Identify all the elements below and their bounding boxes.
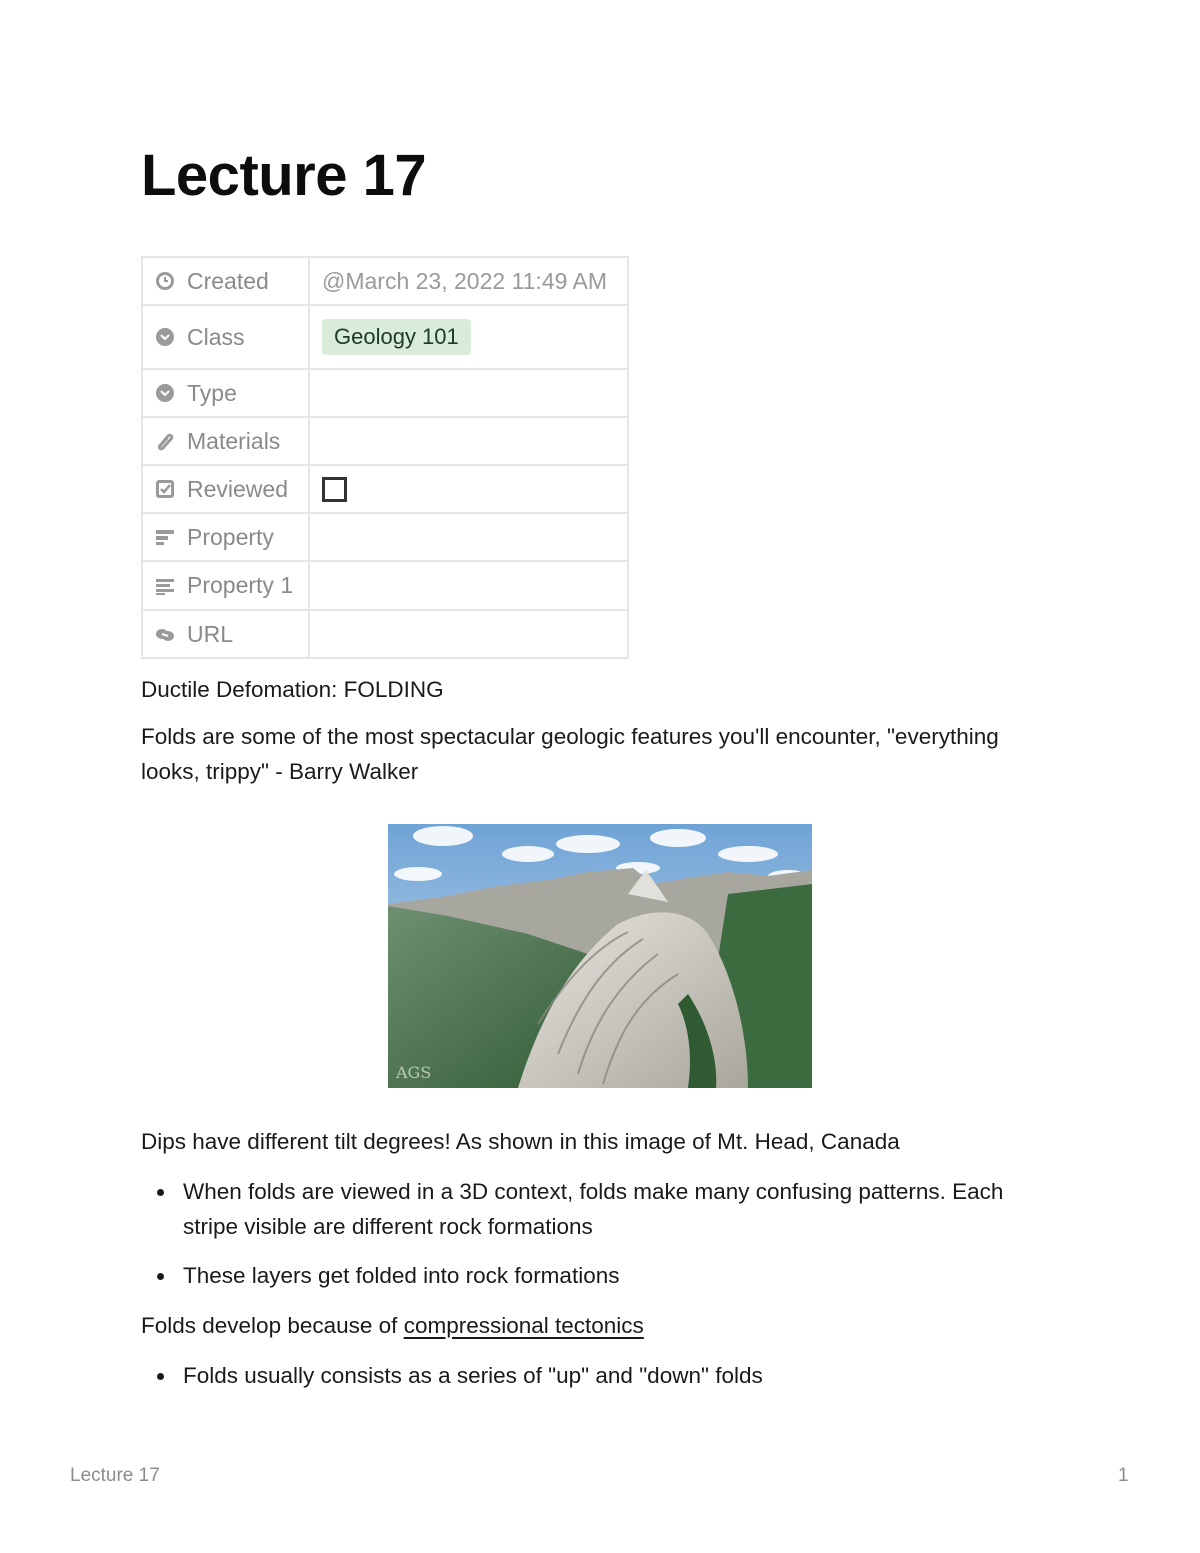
url-value[interactable] xyxy=(309,610,628,658)
dips-line: Dips have different tilt degrees! As shown in this image of Mt. Head, Canada xyxy=(141,1129,900,1154)
property-row-class xyxy=(142,305,628,369)
watermark: AGS xyxy=(396,1063,432,1082)
property-row-url xyxy=(142,610,628,658)
property-value[interactable] xyxy=(309,513,628,561)
intro-paragraph xyxy=(141,719,1061,789)
property-row-type xyxy=(142,369,628,417)
section-heading-line: Ductile Defomation: FOLDING xyxy=(141,677,444,702)
property-label: URL xyxy=(187,620,234,647)
property-label: Reviewed xyxy=(187,475,288,502)
class-tag[interactable]: Geology 101 xyxy=(322,319,471,355)
property-row-reviewed xyxy=(142,465,628,513)
text-icon xyxy=(155,527,175,547)
reviewed-checkbox[interactable] xyxy=(322,477,347,502)
mountain-fold-photo xyxy=(388,824,812,1088)
compressional-tectonics-underline: compressional tectonics xyxy=(403,1313,644,1338)
property-row-materials xyxy=(142,417,628,465)
property-row-property-1 xyxy=(142,561,628,610)
list-item: Folds usually consists as a series of "up" and "down" folds xyxy=(141,1358,1061,1393)
bullet-list-2 xyxy=(141,1358,1061,1393)
property-label: Materials xyxy=(187,427,281,454)
intro-line-2: looks, trippy" - Barry Walker xyxy=(141,759,419,784)
text-icon xyxy=(155,576,175,596)
page-number: 1 xyxy=(1118,1465,1129,1486)
link-icon xyxy=(155,624,175,644)
footer-title: Lecture 17 xyxy=(70,1465,160,1486)
property-label: Property xyxy=(187,523,274,550)
intro-line-1: Folds are some of the most spectacular geologic features you'll encounter, "everything xyxy=(141,724,999,749)
property-label: Property 1 xyxy=(187,572,294,598)
property-row-created xyxy=(142,257,628,305)
property-label: Created xyxy=(187,267,269,294)
property-1-value[interactable] xyxy=(309,561,628,610)
folds-develop-line: Folds develop because of compressional tectonics xyxy=(141,1313,644,1338)
checkbox-icon xyxy=(155,479,175,499)
property-label: Type xyxy=(187,379,237,406)
property-label: Class xyxy=(187,323,245,350)
list-item: When folds are viewed in a 3D context, folds make many confusing patterns. Each stripe visible are different rock formations xyxy=(141,1174,1061,1244)
property-row-property xyxy=(142,513,628,561)
materials-value[interactable] xyxy=(309,417,628,465)
created-value: @March 23, 2022 11:49 AM xyxy=(322,267,608,294)
select-icon xyxy=(155,383,175,403)
list-item: These layers get folded into rock formations xyxy=(141,1258,1061,1293)
properties-table xyxy=(141,256,629,659)
clock-icon xyxy=(155,271,175,291)
type-value[interactable] xyxy=(309,369,628,417)
bullet-list-1 xyxy=(141,1174,1061,1293)
page-title: Lecture 17 xyxy=(141,143,427,208)
select-icon xyxy=(155,327,175,347)
paperclip-icon xyxy=(155,431,175,451)
